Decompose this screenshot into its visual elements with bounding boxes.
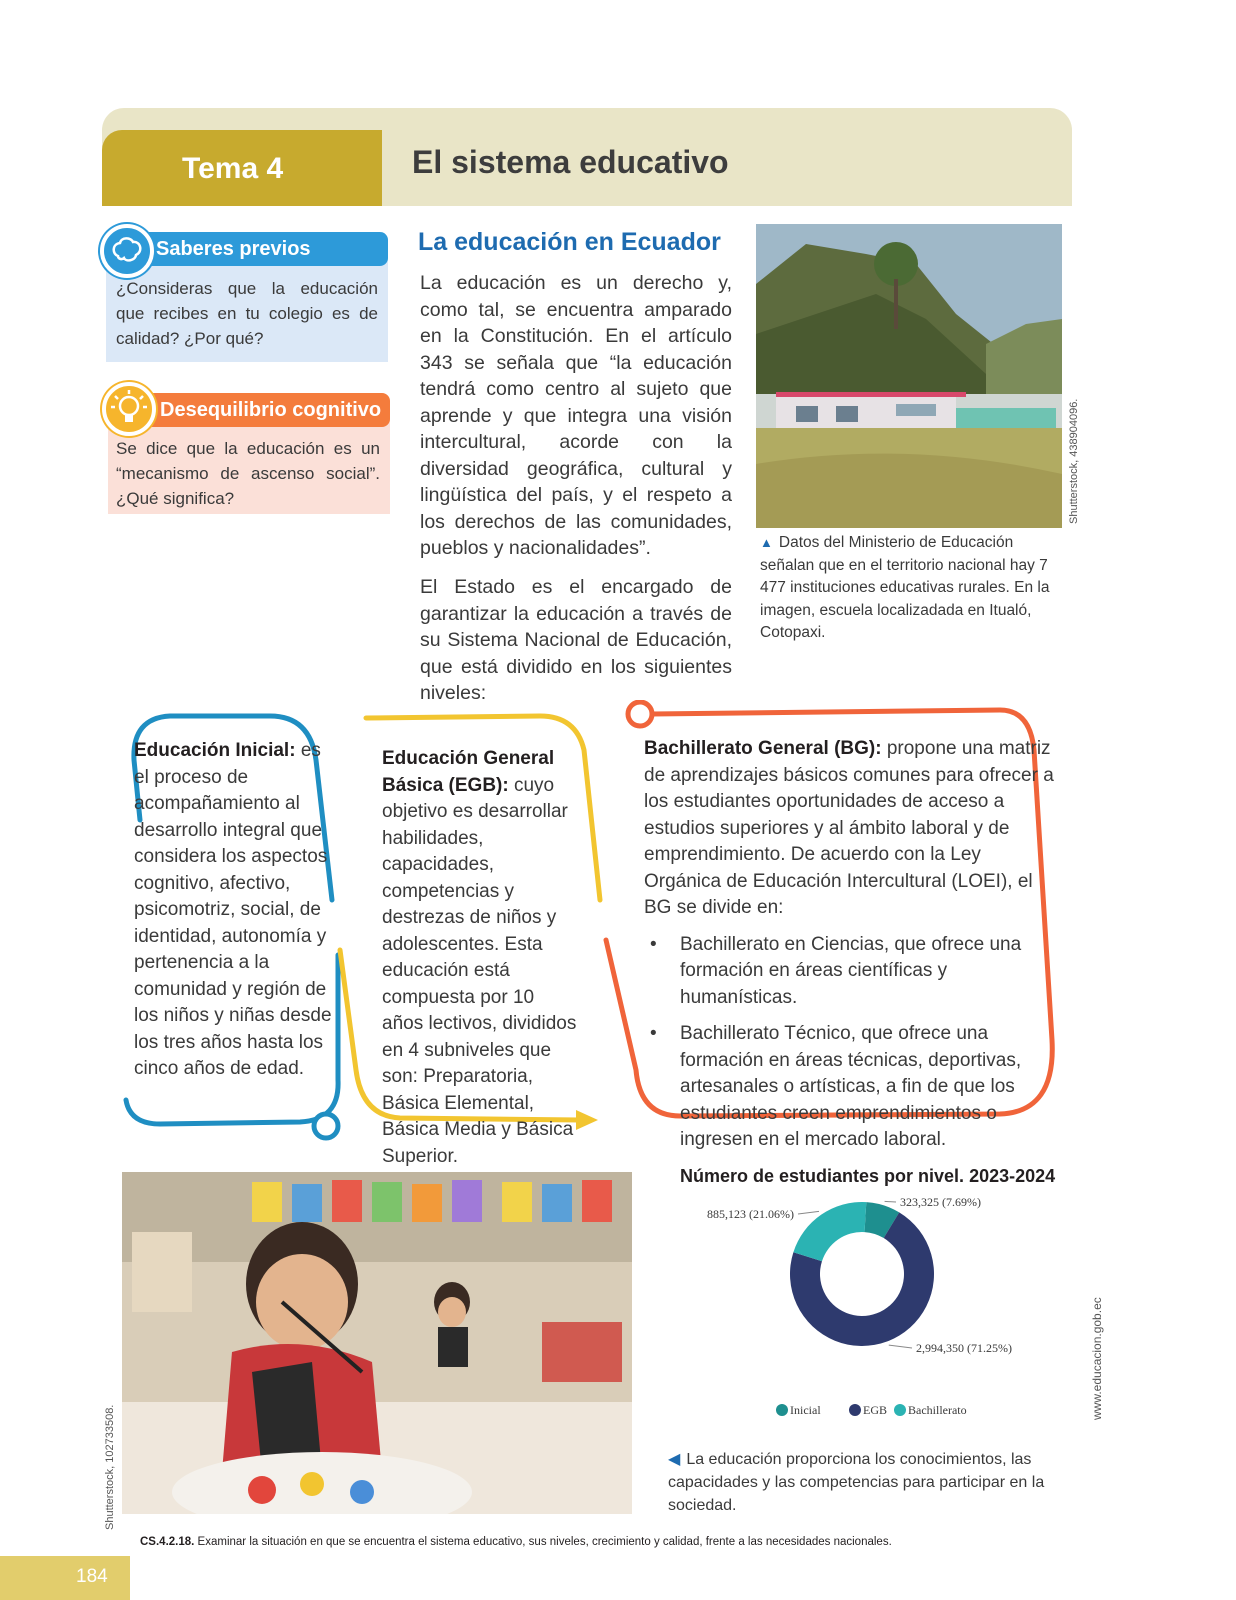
bg-list-item: • Bachillerato en Ciencias, que ofrece una formación en áreas científicas y humanísticas. — [644, 932, 1054, 1012]
data-label-egb: 2,994,350 (71.25%) — [916, 1341, 1012, 1355]
donut-chart — [690, 1198, 1060, 1428]
level-bg-body: propone una matriz de aprendizajes básicos comunes para ofrecer a los estudiantes oportunidades de acceso a estudios superiores y al ámbito laboral y de emprendimiento. De acuerdo con la Ley Orgánica de Educación Intercultural (LOEI), el BG se divide en: — [644, 738, 1054, 918]
photo-credit-top: Shutterstock, 438904096. — [1068, 398, 1080, 524]
leader-line — [798, 1211, 819, 1214]
article-paragraph-1: La educación es un derecho y, como tal, se encuentra amparado en la Constitución. En el artículo 343 se señala que “la educación tendrá como centro al sujeto que aprende y que integra una visión intercultural, acorde con la diversidad geográfica, cultural y lingüística del país, y el respeto a los derechos de las comunidades, pueblos y nacionalidades”. — [420, 272, 732, 559]
level-inicial-body: es el proceso de acompañamiento al desarrollo integral que considera los aspectos cognitivo, afectivo, psicomotriz, social, de identidad, autonomía y pertenencia a la comunidad y región de los niños y niñas desde los tres años hasta los cinco años de edad. — [134, 740, 332, 1079]
header-band — [102, 108, 1072, 206]
legend-label: EGB — [863, 1403, 887, 1417]
bg-list — [644, 932, 1054, 1154]
legend-item-inicial — [776, 1403, 821, 1417]
legend-swatch — [849, 1404, 861, 1416]
rural-school-photo — [756, 224, 1062, 528]
level-egb-body: cuyo objetivo es desarrollar habilidades, capacidades, competencias y destrezas de niños y adolescentes. Esta educación está compuesta por 10 años lectivos, divididos en 4 subniveles que son: Preparatoria, Básica Elemental, Básica Media y Básica Superior. — [382, 774, 577, 1167]
level-bachillerato — [644, 736, 1054, 1154]
leader-line — [885, 1201, 896, 1202]
data-label-bachillerato: 885,123 (21.06%) — [707, 1207, 794, 1221]
page-number: 184 — [76, 1566, 108, 1587]
level-bg-heading: Bachillerato General (BG): — [644, 738, 882, 759]
caption-bottom-text: La educación proporciona los conocimientos, las capacidades y las competencias para participar en la sociedad. — [668, 1451, 1045, 1514]
brain-icon — [100, 224, 154, 278]
level-inicial-heading: Educación Inicial: — [134, 740, 296, 761]
photo-credit-bottom: Shutterstock, 102733508. — [104, 1404, 116, 1530]
level-egb — [382, 746, 578, 1170]
legend-item-egb — [849, 1403, 887, 1417]
legend-label: Inicial — [790, 1403, 821, 1417]
level-egb-heading: Educación General Básica (EGB): — [382, 748, 555, 796]
saberes-text: ¿Consideras que la educación que recibes en tu colegio es de calidad? ¿Por qué? — [116, 279, 378, 348]
triangle-up-icon: ▲ — [760, 535, 773, 550]
legend-item-bachillerato — [894, 1403, 967, 1417]
legend-swatch — [776, 1404, 788, 1416]
article-title: La educación en Ecuador — [418, 228, 721, 256]
bg-list-item: • Bachillerato Técnico, que ofrece una formación en áreas técnicas, deportivas, artesanales o artísticas, a fin de que los estudiantes creen emprendimientos o ingresen en el mercado laboral. — [644, 1021, 1054, 1154]
caption-top-text: Datos del Ministerio de Educación señalan que en el territorio nacional hay 7 477 instituciones educativas rurales. En la imagen, escuela localizadada en Itualó, Cotopaxi. — [760, 534, 1050, 641]
donut-slice-bachillerato — [793, 1202, 866, 1261]
child-painting-photo — [122, 1172, 632, 1514]
photo-caption-top — [760, 532, 1060, 645]
lightbulb-icon — [102, 382, 156, 436]
desequilibrio-title: Desequilibrio cognitivo — [160, 399, 382, 421]
footer-note-code: CS.4.2.18. — [140, 1536, 195, 1548]
saberes-title: Saberes previos — [156, 238, 311, 260]
leader-line — [889, 1345, 912, 1348]
tema-label: Tema 4 — [182, 152, 284, 185]
footer-note — [140, 1536, 892, 1548]
section-title: El sistema educativo — [412, 144, 729, 180]
desequilibrio-text: Se dice que la educación es un “mecanismo de ascenso social”. ¿Qué significa? — [116, 439, 380, 508]
legend-label: Bachillerato — [908, 1403, 967, 1417]
caption-bottom — [668, 1448, 1048, 1517]
level-inicial — [134, 738, 334, 1083]
data-label-inicial: 323,325 (7.69%) — [900, 1198, 981, 1209]
footer-note-text: Examinar la situación en que se encuentra el sistema educativo, sus niveles, crecimiento y calidad, frente a las necesidades nacionales. — [197, 1536, 892, 1548]
triangle-left-icon: ◀ — [668, 1451, 681, 1468]
legend-swatch — [894, 1404, 906, 1416]
web-credit: www.educacion.gob.ec — [1090, 1297, 1104, 1420]
chart-title: Número de estudiantes por nivel. 2023-2024 — [680, 1166, 1056, 1186]
article-paragraph-2: El Estado es el encargado de garantizar la educación a través de su Sistema Nacional de Educación, que está dividido en los siguientes niveles: — [420, 576, 732, 704]
page-number-tab — [0, 1556, 130, 1600]
